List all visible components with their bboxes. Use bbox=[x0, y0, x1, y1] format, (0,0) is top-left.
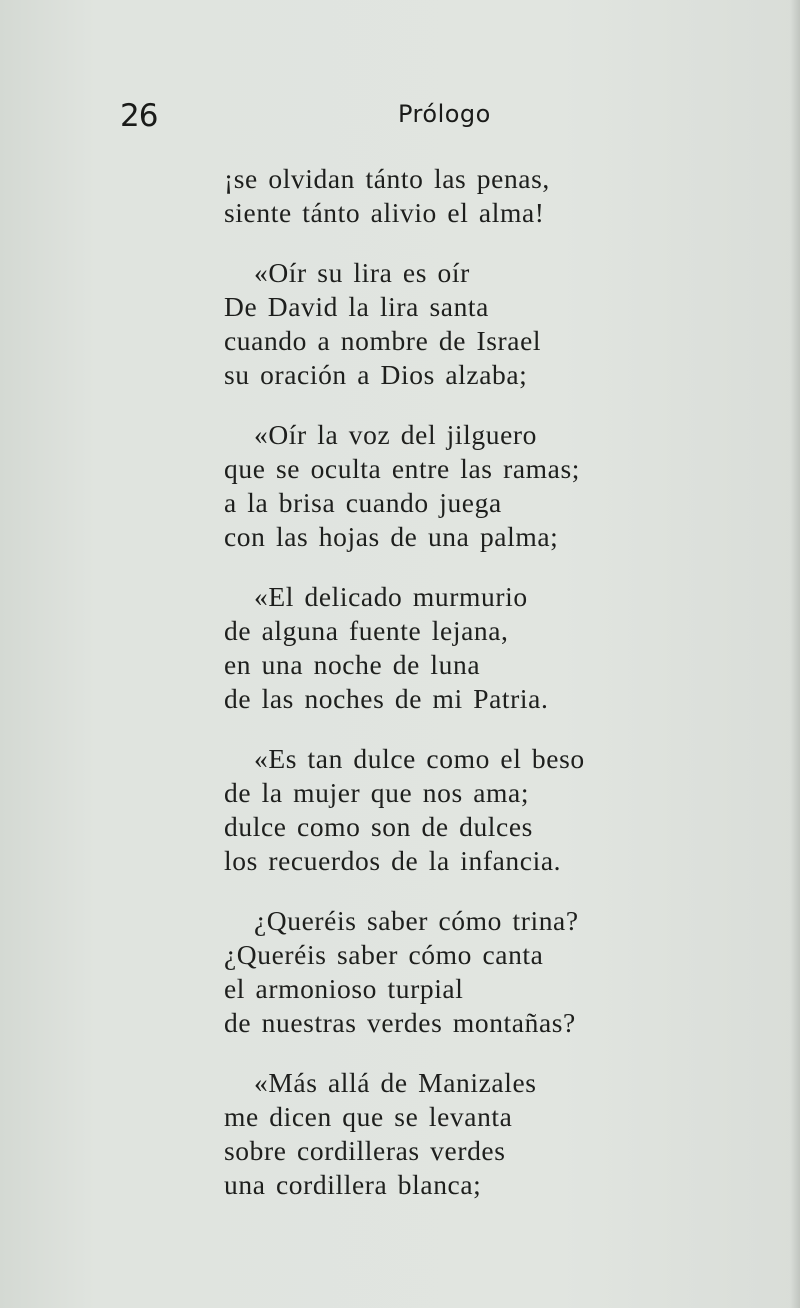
poem-line: «Es tan dulce como el beso bbox=[254, 743, 585, 774]
poem-line: ¿Queréis saber cómo canta bbox=[224, 939, 544, 970]
poem-line: dulce como son de dulces bbox=[224, 811, 533, 842]
poem-line: con las hojas de una palma; bbox=[224, 521, 559, 552]
poem-line: «Oír la voz del jilguero bbox=[254, 419, 537, 450]
poem-line: a la brisa cuando juega bbox=[224, 487, 502, 518]
stanza-5 bbox=[224, 742, 764, 878]
poem-line: una cordillera blanca; bbox=[224, 1169, 482, 1200]
page-number: 26 bbox=[120, 98, 158, 134]
poem-line: siente tánto alivio el alma! bbox=[224, 197, 545, 228]
poem-line: ¡se olvidan tánto las penas, bbox=[224, 163, 550, 194]
poem-line: «El delicado murmurio bbox=[254, 581, 528, 612]
poem-line: los recuerdos de la infancia. bbox=[224, 845, 562, 876]
poem-line: de la mujer que nos ama; bbox=[224, 777, 530, 808]
poem-text bbox=[224, 162, 764, 1228]
poem-line: el armonioso turpial bbox=[224, 973, 464, 1004]
stanza-2 bbox=[224, 256, 764, 392]
stanza-6 bbox=[224, 904, 764, 1040]
poem-line: «Oír su lira es oír bbox=[254, 257, 470, 288]
poem-line: me dicen que se levanta bbox=[224, 1101, 513, 1132]
stanza-3 bbox=[224, 418, 764, 554]
stanza-4 bbox=[224, 580, 764, 716]
poem-line: cuando a nombre de Israel bbox=[224, 325, 542, 356]
poem-line: de las noches de mi Patria. bbox=[224, 683, 549, 714]
page-header bbox=[0, 96, 800, 136]
page-edge-shadow bbox=[790, 0, 800, 1308]
poem-line: sobre cordilleras verdes bbox=[224, 1135, 506, 1166]
stanza-7 bbox=[224, 1066, 764, 1202]
poem-line: de nuestras verdes montañas? bbox=[224, 1007, 576, 1038]
poem-line: «Más allá de Manizales bbox=[254, 1067, 537, 1098]
poem-line: ¿Queréis saber cómo trina? bbox=[254, 905, 579, 936]
poem-line: De David la lira santa bbox=[224, 291, 489, 322]
poem-line: en una noche de luna bbox=[224, 649, 481, 680]
poem-line: que se oculta entre las ramas; bbox=[224, 453, 580, 484]
running-head: Prólogo bbox=[398, 100, 491, 128]
poem-line: de alguna fuente lejana, bbox=[224, 615, 509, 646]
poem-line: su oración a Dios alzaba; bbox=[224, 359, 528, 390]
stanza-1 bbox=[224, 162, 764, 230]
